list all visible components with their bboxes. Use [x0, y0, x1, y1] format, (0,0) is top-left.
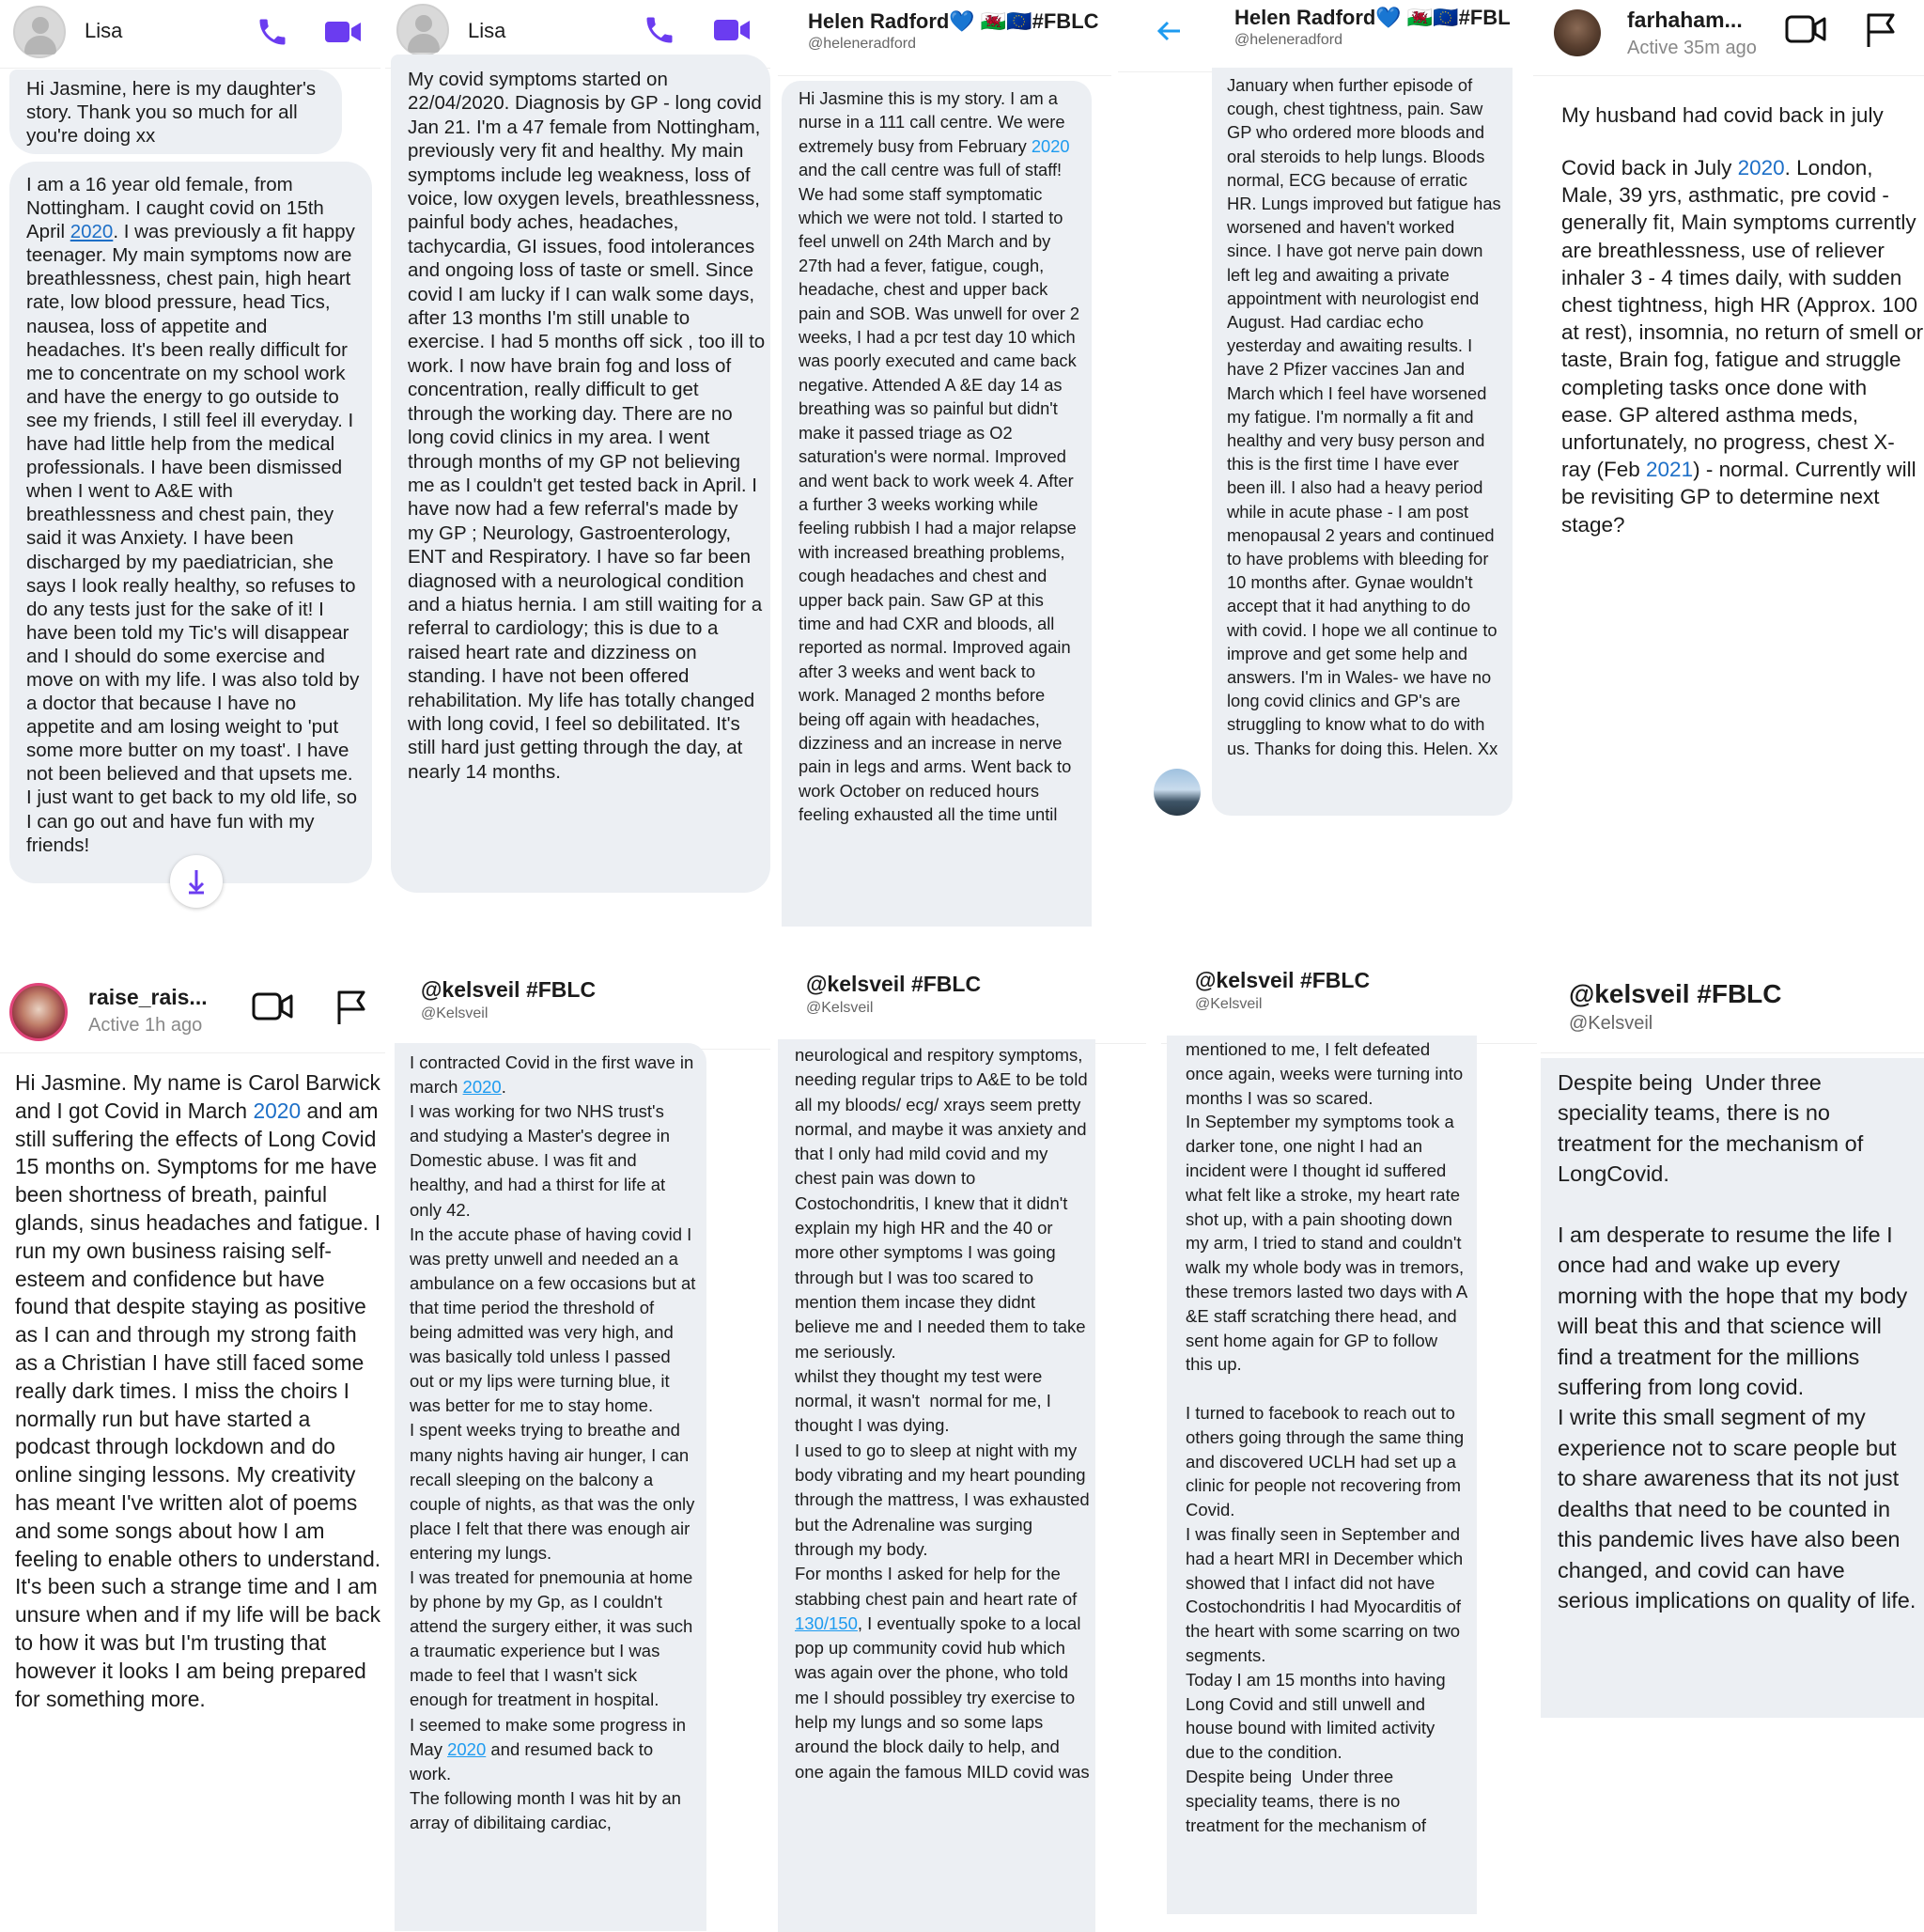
chat-header: [0, 0, 380, 69]
video-camera-icon[interactable]: [252, 990, 293, 1022]
message-bubble-story[interactable]: [778, 1039, 1095, 1932]
profile-handle[interactable]: @Kelsveil: [1195, 996, 1263, 1012]
chat-panel-lisa-daughter: [0, 0, 380, 926]
message-text: January when further episode of cough, chest tightness, pain. Saw GP who ordered more bloods and oral steroids to help lungs. Bloods normal, ECG because of erratic HR. Lungs improved but fatigue has worsened and haven't worked since. I have got nerve pain down left leg and awaiting a private appointment with neurologist end August. Had cardiac echo yesterday and awaiting results. I have 2 Pfizer vaccines Jan and March which I feel have worsened my fatigue. I'm normally a fit and healthy and very busy person and this is the first time I have ever been ill. I also had a heavy period while in acute phase - I am post menopausal 2 years and continued to have problems with bleeding for 10 months after. Gynae wouldn't accept that it had anything to do with covid. I hope we all continue to improve and get some help and answers. I'm in Wales- we have no long covid clinics and GP's are struggling to know what to do with us. Thanks for doing this. Helen. Xx: [1227, 75, 1506, 758]
chat-header: [1533, 0, 1924, 76]
contact-name[interactable]: raise_rais...: [88, 985, 208, 1009]
message-text: Despite being Under three speciality teams, there is no treatment for the mechanism of LongCovid. I am desperate to resume the life I once had and wake up every morning with the hope that my body will beat this and that science will find a treatment for the millions suffering from long covid. I write this small segment of my experience not to scare people but to share awareness that its not just dealths that need to be counted in this pandemic lives have also been changed, and covid can have serious implications on quality of life.: [1558, 1070, 1916, 1613]
chat-header: [778, 968, 1146, 1044]
message-text: My husband had covid back in july: [1561, 103, 1884, 127]
date-link[interactable]: 2020: [462, 1077, 502, 1098]
message-bubble-story[interactable]: [1541, 1058, 1924, 1718]
chat-panel-farhaham: [1533, 0, 1924, 926]
chat-panel-helen-radford-continued: [1118, 0, 1513, 926]
contact-name[interactable]: Lisa: [468, 19, 506, 42]
phone-icon[interactable]: [643, 13, 676, 47]
avatar[interactable]: [396, 4, 449, 56]
contact-name[interactable]: farhaham...: [1627, 8, 1743, 32]
chat-header: [1161, 968, 1537, 1044]
profile-handle[interactable]: @Kelsveil: [806, 1000, 874, 1016]
chat-panel-kelsveil-part-3: [1161, 968, 1537, 1924]
message-text: Hi Jasmine, here is my daughter's story. Thank you so much for all you're doing xx: [26, 78, 321, 147]
chat-header: [0, 968, 385, 1053]
message-bubble-story[interactable]: [0, 1066, 385, 1808]
message-bubble-story[interactable]: [782, 81, 1092, 927]
profile-name[interactable]: Helen Radford💙 🏴󠁧󠁢󠁷󠁬󠁳󠁿🇪🇺#FBLC: [808, 9, 1099, 33]
phone-icon[interactable]: [256, 15, 289, 49]
avatar[interactable]: [1554, 9, 1601, 56]
message-bubble-story[interactable]: [1539, 150, 1924, 554]
message-text: I am a 16 year old female, from Nottingham. I caught covid on 15th April 2020. I was previously a fit happy teenager. My main symptoms now are breathlessness, chest pain, high heart rate, low blood pressure, head Tics, nausea, loss of appetite and headaches. It's been really difficult for me to concentrate on my school work and have the energy to go outside to see my friends, I still feel ill everyday. I have had little help from the medical professionals. I have been dismissed when I went to A&E with breathlessness and chest pain, they said it was Anxiety. I have been discharged by my paediatrician, she says I look really healthy, so refuses to do any tests just for the sake of it! I have been told my Tic's will disappear and I should do some exercise and move on with my life. I was also told by a doctor that because I have no appetite and am losing weight to 'put some more butter on my toast'. I have not been believed and that upsets me. I just want to get back to my old life, so I can go out and have fun with my friends!: [26, 174, 365, 856]
chat-panel-kelsveil-part-4: [1541, 968, 1924, 1924]
date-link[interactable]: 2020: [1031, 135, 1070, 156]
chat-header: [395, 968, 770, 1050]
message-text: neurological and respitory symptoms, needing regular trips to A&E to be told all my bloods/ ecg/ xrays seem pretty normal, and maybe it was anxiety and that I only had mild covid and my chest pain was down to Costochondritis, I knew that it didn't explain my high HR and the 40 or more other symptoms I was going through but I was too scared to mention them incase they didnt believe me and I needed them to take me seriously. whilst they thought my test were normal, it wasn't normal for me, I thought I was dying. I used to go to sleep at night with my body vibrating and my heart pounding through the mattress, I was exhausted but the Adrenaline was surging through my body. For months I asked for help for the stabbing chest pain and heart rate of 130/150, I eventually spoke to a local pop up community covid hub which was again over the phone, who told me I should possibley try exercise to help my lungs and so some laps around the block daily to help, and one again the famous MILD covid was: [795, 1045, 1090, 1782]
chat-panel-raise-rais: [0, 968, 385, 1924]
message-bubble-story[interactable]: [9, 162, 372, 883]
profile-handle[interactable]: @Kelsveil: [421, 1005, 489, 1021]
avatar[interactable]: [9, 983, 68, 1041]
chat-header: [1541, 968, 1924, 1053]
flag-icon[interactable]: [1864, 11, 1898, 49]
chat-panel-helen-radford: [778, 0, 1111, 926]
message-bubble-story[interactable]: [1167, 1036, 1477, 1914]
scroll-down-icon: [170, 855, 223, 908]
video-camera-icon[interactable]: [712, 15, 752, 45]
chat-panel-kelsveil-part-2: [778, 968, 1146, 1924]
video-camera-icon[interactable]: [1785, 13, 1826, 45]
message-text: Hi Jasmine this is my story. I am a nurse in a 111 call centre. We were extremely busy from February 2020 and the call centre was full of staff! We had some staff symptomatic which we were not told. I started to feel unwell on 24th March and by 27th had a fever, fatigue, cough, headache, chest and upper back pain and SOB. Was unwell for over 2 weeks, I had a pcr test day 10 which was poorly executed and came back negative. Attended A &E day 14 as breathing was so painful but didn't make it passed triage as O2 saturation's were normal. Improved and went back to work week 4. After a further 3 weeks working while feeling rubbish I had a major relapse with increased breathing problems, cough headaches and chest and upper back pain. Saw GP at this time and had CXR and bloods, all reported as normal. Improved again after 3 weeks and went back to work. Managed 2 months before being off again with headaches, dizziness and an increase in nerve pain in legs and arms. Went back to work October on reduced hours feeling exhausted all the time until: [799, 88, 1085, 825]
chat-panel-kelsveil-part-1: [395, 968, 770, 1924]
date-link[interactable]: 2020: [447, 1738, 487, 1759]
message-text: I contracted Covid in the first wave in march 2020. I was working for two NHS trust's and studying a Master's degree in Domestic abuse. I was fit and healthy, and had a thirst for life at only 42. In the accute phase of having covid I was pretty unwell and needed an a ambulance on a few occasions but at that time period the threshold of being admitted was very high, and was basically told unless I passed out or my lips were turning blue, it was better for me to stay home. I spent weeks trying to breathe and many nights having air hunger, I can recall sleeping on the balcony a couple of nights, as that was the only place I felt that there was enough air entering my lungs. I was treated for pnemounia at home by phone by my Gp, as I couldn't attend the surgery either, it was such a traumatic experience but I was made to feel that I wasn't sick enough for treatment in hospital. I seemed to make some progress in May 2020 and resumed back to work. The following month I was hit by an array of dibilitaing cardiac,: [410, 1052, 699, 1832]
activity-status: Active 1h ago: [88, 1015, 203, 1036]
message-bubble-story[interactable]: [395, 1043, 706, 1931]
profile-name[interactable]: @kelsveil #FBLC: [421, 977, 597, 1002]
chat-header: [778, 0, 1111, 76]
rate-link[interactable]: 130/150: [795, 1613, 858, 1633]
contact-name[interactable]: Lisa: [85, 19, 123, 42]
profile-handle[interactable]: @heleneradford: [808, 36, 916, 52]
scroll-down-button[interactable]: [170, 855, 223, 908]
message-text: Covid back in July 2020. London, Male, 39 yrs, asthmatic, pre covid - generally fit, Main symptoms currently are breathlessness, use of reliever inhaler 3 - 4 times daily, with sudden chest tightness, high HR (Approx. 100 at rest), insomnia, no return of smell or taste, Brain fog, fatigue and struggle completing tasks once done with ease. GP altered asthma meds, unfortunately, no progress, chest X-ray (Feb 2021) - normal. Currently will be revisiting GP to determine next stage?: [1561, 156, 1924, 537]
profile-name[interactable]: @kelsveil #FBLC: [806, 972, 982, 996]
message-bubble-greeting[interactable]: [9, 70, 342, 154]
date-link[interactable]: 2020: [70, 221, 114, 243]
date-link[interactable]: 2020: [1737, 156, 1785, 179]
date-link[interactable]: 2021: [1646, 458, 1694, 482]
chat-panel-lisa: [385, 0, 770, 926]
profile-handle[interactable]: @Kelsveil: [1569, 1013, 1653, 1034]
message-text: Hi Jasmine. My name is Carol Barwick and I got Covid in March 2020 and am still suffering the effects of Long Covid 15 months on. Symptoms for me have been shortness of breath, painful glands, sinus headaches and fatigue. I run my own business raising self-esteem and confidence but have found that despite staying as positive as I can and through my strong faith as a Christian I have still faced some really dark times. I miss the choirs I normally run but have started a podcast through lockdown and do online singing lessons. My creativity has meant I've written alot of poems and some songs about how I am feeling to enable others to understand. It's been such a strange time and I am unsure when and if my life will be back to how it was but I'm trusting that however it looks I am being prepared for something more.: [15, 1070, 387, 1711]
avatar[interactable]: [13, 6, 66, 58]
back-arrow-icon[interactable]: [1156, 17, 1184, 45]
profile-name[interactable]: @kelsveil #FBLC: [1569, 979, 1782, 1008]
message-bubble-story[interactable]: [1212, 68, 1513, 816]
activity-status: Active 35m ago: [1627, 38, 1757, 58]
video-camera-icon[interactable]: [323, 17, 363, 47]
profile-name[interactable]: @kelsveil #FBLC: [1195, 968, 1371, 992]
flag-icon[interactable]: [334, 989, 368, 1026]
profile-handle[interactable]: @heleneradford: [1234, 32, 1342, 48]
message-bubble-story[interactable]: [391, 55, 770, 893]
chat-header: [1118, 0, 1513, 72]
message-bubble-intro[interactable]: [1539, 86, 1924, 150]
message-text: My covid symptoms started on 22/04/2020. Diagnosis by GP - long covid Jan 21. I'm a 47 female from Nottingham, previously very fit and healthy. My main symptoms include leg weakness, loss of voice, low oxygen levels, breathlessness, painful body aches, headaches, tachycardia, GI issues, food intolerances and ongoing loss of taste or smell. Since covid I am lucky if I can walk some days, after 13 months I'm still unable to exercise. I had 5 months off sick , too ill to work. I now have brain fog and loss of concentration, really difficult to get through the working day. There are no long covid clinics in my area. I went through months of my GP not believing me as I couldn't get tested back in April. I have now had a few referral's made by my GP ; Neurology, Gastroenterology, ENT and Respiratory. I have so far been diagnosed with a neurological condition and a hiatus hernia. I am still waiting for a referral to cardiology; this is due to a raised heart rate and dizziness on standing. I have not been offered rehabilitation. My life has totally changed with long covid, I feel so debilitated. It's still hard just getting through the day, at nearly 14 months.: [408, 69, 770, 783]
message-text: mentioned to me, I felt defeated once again, weeks were turning into months I was so scared. In September my symptoms took a darker tone, one night I had an incident were I thought id suffered what felt like a stroke, my heart rate shot up, with a pain shooting down my arm, I tried to stand and couldn't walk my whole body was in tremors, these tremors lasted two days with A &E staff scratching there head, and sent home again for GP to follow this up. I turned to facebook to reach out to others going through the same thing and discovered UCLH had set up a clinic for people not recovering from Covid. I was finally seen in September and had a heart MRI in December which showed that I infact did not have Costochondritis I had Myocarditis of the heart with some scarring on two segments. Today I am 15 months into having Long Covid and still unwell and house bound with limited activity due to the condition. Despite being Under three speciality teams, there is no treatment for the mechanism of: [1186, 1039, 1467, 1835]
avatar[interactable]: [1154, 769, 1201, 816]
profile-name[interactable]: Helen Radford💙 🏴󠁧󠁢󠁷󠁬󠁳󠁿🇪🇺#FBL: [1234, 6, 1511, 29]
date-link[interactable]: 2020: [253, 1098, 302, 1123]
